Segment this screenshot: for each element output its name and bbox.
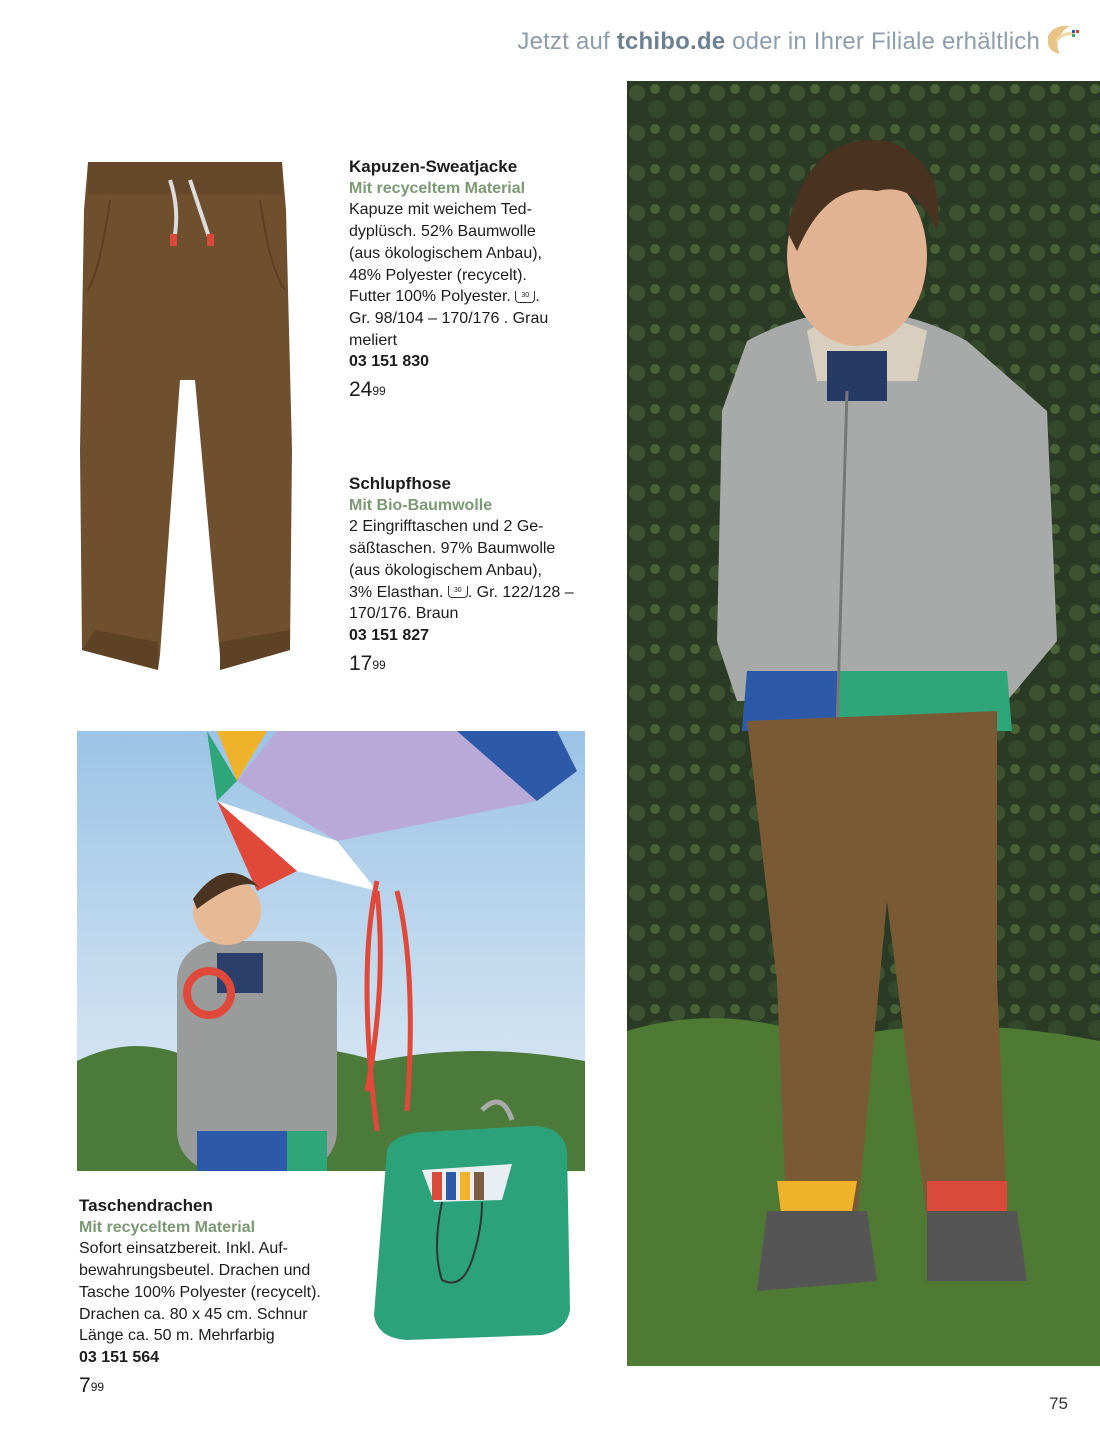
- product-name: Schlupfhose: [349, 474, 452, 493]
- product-tagline: Mit Bio-Baumwolle: [349, 496, 493, 514]
- product-name: Kapuzen-Sweatjacke: [349, 157, 518, 176]
- price: $24^{99}$: [349, 378, 386, 402]
- header-site-link[interactable]: tchibo.de: [616, 28, 726, 55]
- article-number: 03 151 827: [349, 626, 430, 644]
- product-sweatjacke: [349, 156, 619, 401]
- price: $17^{99}$: [349, 651, 386, 675]
- product-description: Kapuze mit weichem Ted- dyplüsch. 52% Baumwolle (aus ökologischem Anbau), 48% Polyester (recycelt). Futter 100% Polyester. 30 . Gr. 98/104 – 170/176 . Grau meliert: [349, 201, 549, 349]
- article-number: 03 151 564: [79, 1348, 160, 1366]
- header-prefix: Jetzt auf: [517, 28, 610, 55]
- kite-bag-image: [362, 1090, 577, 1350]
- article-number: 03 151 830: [349, 353, 430, 371]
- price: $7^{99}$: [79, 1373, 105, 1397]
- wash-30-icon: 30: [448, 586, 468, 598]
- header-suffix: oder in Ihrer Filiale erhältlich: [732, 28, 1040, 55]
- tchibo-logo: [1040, 18, 1082, 60]
- product-name: Taschendrachen: [79, 1196, 213, 1215]
- page-number: 75: [1049, 1394, 1068, 1413]
- product-description: 2 Eingrifftaschen und 2 Ge- säßtaschen. 97% Baumwolle (aus ökologischem Anbau), 3% Elasthan. 30 . Gr. 122/128 – 170/176. Braun: [349, 518, 574, 623]
- product-schlupfhose: [349, 473, 619, 674]
- product-taschendrachen: [79, 1195, 379, 1396]
- pants-product-image: [70, 150, 310, 690]
- header-availability: [440, 28, 1040, 56]
- wash-30-icon: 30: [515, 291, 535, 303]
- boy-model-photo: [627, 81, 1100, 1366]
- product-tagline: Mit recyceltem Material: [79, 1218, 256, 1236]
- product-description: Sofort einsatzbereit. Inkl. Auf- bewahrungsbeutel. Drachen und Tasche 100% Polyester (recycelt). Drachen ca. 80 x 45 cm. Schnur Länge ca. 50 m. Mehrfarbig: [79, 1240, 321, 1345]
- product-tagline: Mit recyceltem Material: [349, 179, 526, 197]
